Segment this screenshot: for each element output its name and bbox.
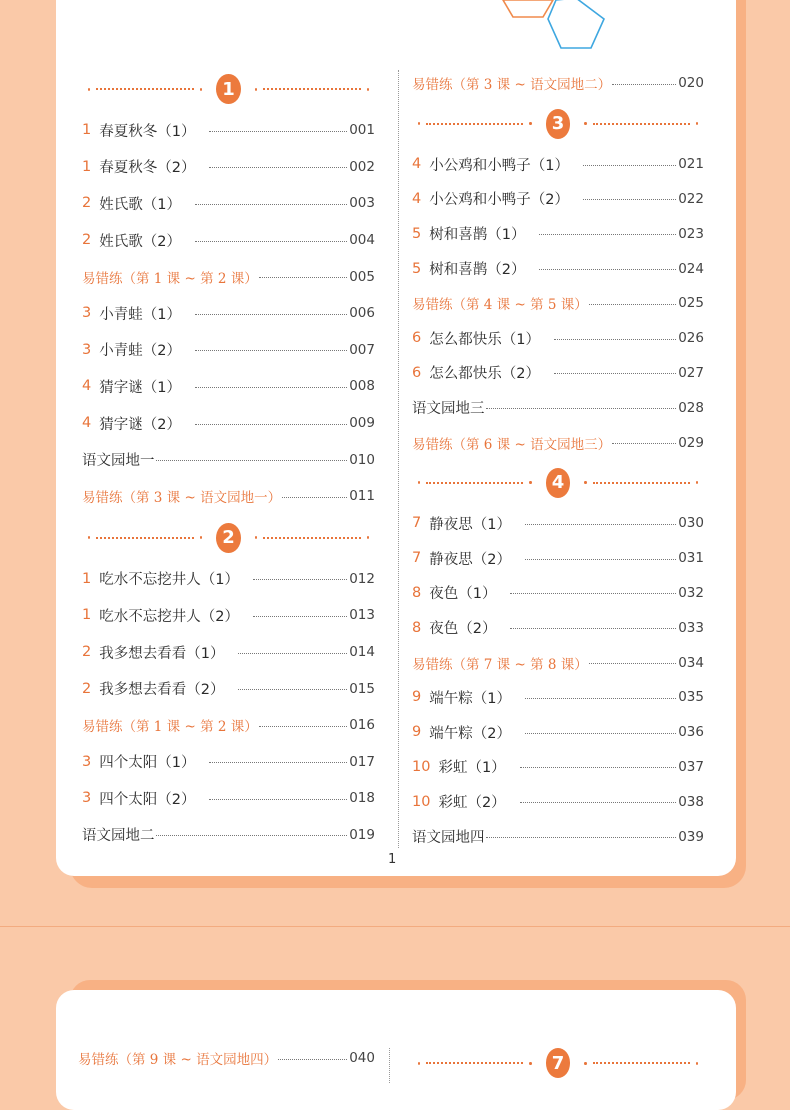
dot-leader bbox=[253, 616, 347, 617]
toc-entry[interactable] bbox=[412, 216, 704, 251]
dot-leader bbox=[259, 726, 347, 727]
column-divider bbox=[398, 70, 399, 848]
entry-page-number: 002 bbox=[349, 158, 375, 175]
dot-leader bbox=[156, 460, 348, 461]
unit-header bbox=[412, 1040, 704, 1086]
entry-title: 姓氏歌（2） bbox=[99, 233, 181, 250]
lesson-number: 1 bbox=[82, 158, 92, 175]
toc-entry[interactable] bbox=[412, 321, 704, 356]
entry-page-number: 001 bbox=[349, 122, 375, 139]
toc-entry[interactable] bbox=[82, 405, 375, 442]
entry-page-number: 028 bbox=[678, 399, 704, 416]
entry-page-number: 009 bbox=[349, 415, 375, 432]
entry-page-number: 020 bbox=[678, 75, 704, 92]
dot-leader bbox=[209, 167, 347, 168]
entry-title: 易错练（第 3 课 ~ 语文园地一） bbox=[82, 490, 282, 507]
entry-page-number: 034 bbox=[678, 654, 704, 671]
entry-title: 吃水不忘挖井人（1） bbox=[99, 572, 239, 589]
entry-page-number: 015 bbox=[349, 680, 375, 697]
lesson-number: 1 bbox=[82, 570, 92, 587]
entry-title: 春夏秋冬（2） bbox=[99, 160, 196, 177]
dot-leader bbox=[539, 234, 676, 235]
entry-page-number: 003 bbox=[349, 195, 375, 212]
unit-badge: 7 bbox=[546, 1048, 571, 1078]
toc-entry[interactable] bbox=[412, 680, 704, 715]
toc-left-column bbox=[82, 66, 375, 853]
lesson-number: 6 bbox=[412, 330, 422, 347]
entry-title: 树和喜鹊（2） bbox=[429, 262, 526, 279]
entry-page-number: 031 bbox=[678, 550, 704, 567]
toc-next-left-column bbox=[78, 1040, 375, 1077]
entry-title: 春夏秋冬（1） bbox=[99, 123, 196, 140]
entry-page-number: 040 bbox=[349, 1050, 375, 1067]
lesson-number: 3 bbox=[82, 753, 92, 770]
dot-leader bbox=[195, 424, 347, 425]
entry-title: 易错练（第 7 课 ~ 第 8 课） bbox=[412, 656, 588, 673]
dot-leader bbox=[520, 802, 677, 803]
dot-leader bbox=[612, 84, 676, 85]
entry-page-number: 004 bbox=[349, 232, 375, 249]
dot-leader bbox=[612, 443, 676, 444]
entry-page-number: 016 bbox=[349, 717, 375, 734]
entry-page-number: 023 bbox=[678, 225, 704, 242]
entry-page-number: 036 bbox=[678, 724, 704, 741]
unit-badge: 3 bbox=[546, 109, 571, 139]
lesson-number: 5 bbox=[412, 260, 422, 277]
entry-title: 静夜思（1） bbox=[429, 516, 511, 533]
lesson-number: 7 bbox=[412, 515, 422, 532]
lesson-number: 2 bbox=[82, 680, 92, 697]
toc-review-entry[interactable] bbox=[82, 707, 375, 744]
entry-page-number: 029 bbox=[678, 434, 704, 451]
page-number: 1 bbox=[388, 852, 397, 867]
entry-title: 语文园地二 bbox=[82, 828, 155, 845]
dot-leader bbox=[520, 767, 677, 768]
toc-entry[interactable] bbox=[412, 541, 704, 576]
toc-entry[interactable] bbox=[82, 561, 375, 598]
dot-leader bbox=[486, 837, 677, 838]
toc-entry[interactable] bbox=[82, 149, 375, 186]
entry-page-number: 017 bbox=[349, 753, 375, 770]
toc-entry[interactable] bbox=[82, 670, 375, 707]
lesson-number: 5 bbox=[412, 225, 422, 242]
unit-header bbox=[82, 515, 375, 561]
entry-title: 彩虹（2） bbox=[438, 795, 506, 812]
toc-entry[interactable] bbox=[412, 356, 704, 391]
entry-title: 语文园地三 bbox=[412, 401, 485, 418]
entry-title: 夜色（2） bbox=[429, 621, 497, 638]
unit-badge: 2 bbox=[216, 523, 241, 553]
entry-title: 端午粽（2） bbox=[429, 725, 511, 742]
dot-leader bbox=[195, 314, 347, 315]
entry-title: 易错练（第 3 课 ~ 语文园地二） bbox=[412, 77, 612, 94]
entry-page-number: 018 bbox=[349, 790, 375, 807]
entry-title: 语文园地四 bbox=[412, 830, 485, 847]
toc-entry[interactable] bbox=[412, 182, 704, 217]
lesson-number: 8 bbox=[412, 619, 422, 636]
entry-title: 夜色（1） bbox=[429, 586, 497, 603]
lesson-number: 3 bbox=[82, 341, 92, 358]
toc-entry[interactable] bbox=[82, 597, 375, 634]
entry-page-number: 030 bbox=[678, 515, 704, 532]
entry-page-number: 038 bbox=[678, 793, 704, 810]
entry-page-number: 012 bbox=[349, 570, 375, 587]
entry-page-number: 027 bbox=[678, 364, 704, 381]
dot-leader bbox=[253, 579, 347, 580]
entry-title: 怎么都快乐（1） bbox=[429, 331, 540, 348]
toc-next-right-column bbox=[412, 1040, 704, 1086]
dot-leader bbox=[539, 269, 676, 270]
entry-title: 吃水不忘挖井人（2） bbox=[99, 608, 239, 625]
entry-page-number: 006 bbox=[349, 305, 375, 322]
lesson-number: 9 bbox=[412, 689, 422, 706]
entry-title: 易错练（第 6 课 ~ 语文园地三） bbox=[412, 436, 612, 453]
dot-leader bbox=[525, 733, 676, 734]
entry-page-number: 032 bbox=[678, 584, 704, 601]
dot-leader bbox=[156, 835, 348, 836]
dot-leader bbox=[195, 241, 347, 242]
entry-page-number: 024 bbox=[678, 260, 704, 277]
toc-entry[interactable] bbox=[412, 784, 704, 819]
hexagon-decoration-icon bbox=[495, 0, 615, 52]
toc-entry[interactable] bbox=[82, 368, 375, 405]
entry-page-number: 007 bbox=[349, 341, 375, 358]
lesson-number: 2 bbox=[82, 232, 92, 249]
entry-page-number: 010 bbox=[349, 451, 375, 468]
toc-entry[interactable] bbox=[412, 750, 704, 785]
toc-review-entry[interactable] bbox=[412, 645, 704, 680]
unit-badge: 4 bbox=[546, 468, 571, 498]
entry-title: 易错练（第 4 课 ~ 第 5 课） bbox=[412, 297, 588, 314]
lesson-number: 6 bbox=[412, 364, 422, 381]
toc-entry[interactable] bbox=[412, 147, 704, 182]
dot-leader bbox=[583, 165, 676, 166]
entry-page-number: 013 bbox=[349, 607, 375, 624]
dot-leader bbox=[589, 304, 676, 305]
dot-leader bbox=[583, 199, 676, 200]
toc-entry[interactable] bbox=[82, 780, 375, 817]
unit-header bbox=[412, 460, 704, 506]
entry-title: 我多想去看看（2） bbox=[99, 682, 225, 699]
toc-review-entry[interactable] bbox=[412, 286, 704, 321]
lesson-number: 7 bbox=[412, 550, 422, 567]
toc-entry[interactable] bbox=[82, 332, 375, 369]
entry-page-number: 021 bbox=[678, 156, 704, 173]
toc-entry[interactable] bbox=[412, 715, 704, 750]
entry-page-number: 005 bbox=[349, 268, 375, 285]
toc-entry[interactable] bbox=[412, 251, 704, 286]
entry-title: 四个太阳（1） bbox=[99, 755, 196, 772]
entry-title: 易错练（第 1 课 ~ 第 2 课） bbox=[82, 270, 258, 287]
page-separator bbox=[0, 926, 790, 927]
toc-entry[interactable] bbox=[412, 506, 704, 541]
lesson-number: 8 bbox=[412, 584, 422, 601]
toc-review-entry[interactable] bbox=[82, 258, 375, 295]
entry-page-number: 037 bbox=[678, 758, 704, 775]
lesson-number: 4 bbox=[82, 378, 92, 395]
toc-review-entry[interactable] bbox=[412, 425, 704, 460]
toc-entry[interactable] bbox=[82, 222, 375, 259]
toc-right-column bbox=[412, 66, 704, 854]
unit-header bbox=[412, 101, 704, 147]
dot-leader bbox=[195, 204, 347, 205]
entry-page-number: 026 bbox=[678, 330, 704, 347]
dot-leader bbox=[209, 131, 347, 132]
entry-title: 易错练（第 9 课 ~ 语文园地四） bbox=[78, 1052, 278, 1069]
entry-title: 彩虹（1） bbox=[438, 760, 506, 777]
dot-leader bbox=[278, 1059, 347, 1060]
lesson-number: 3 bbox=[82, 305, 92, 322]
lesson-number: 3 bbox=[82, 790, 92, 807]
toc-entry[interactable] bbox=[412, 390, 704, 425]
toc-entry[interactable] bbox=[82, 295, 375, 332]
dot-leader bbox=[589, 663, 676, 664]
entry-title: 四个太阳（2） bbox=[99, 791, 196, 808]
dot-leader bbox=[525, 559, 676, 560]
entry-page-number: 033 bbox=[678, 619, 704, 636]
entry-page-number: 025 bbox=[678, 295, 704, 312]
entry-title: 小青蛙（2） bbox=[99, 343, 181, 360]
dot-leader bbox=[209, 762, 347, 763]
toc-review-entry[interactable] bbox=[412, 66, 704, 101]
entry-title: 小公鸡和小鸭子（1） bbox=[429, 157, 569, 174]
entry-title: 猜字谜（1） bbox=[99, 379, 181, 396]
toc-entry[interactable] bbox=[412, 576, 704, 611]
entry-title: 我多想去看看（1） bbox=[99, 645, 225, 662]
lesson-number: 9 bbox=[412, 724, 422, 741]
dot-leader bbox=[259, 277, 347, 278]
entry-title: 语文园地一 bbox=[82, 453, 155, 470]
lesson-number: 1 bbox=[82, 607, 92, 624]
dot-leader bbox=[554, 339, 676, 340]
lesson-number: 10 bbox=[412, 758, 431, 775]
toc-entry[interactable] bbox=[82, 744, 375, 781]
toc-entry[interactable] bbox=[412, 610, 704, 645]
dot-leader bbox=[282, 497, 347, 498]
dot-leader bbox=[486, 408, 677, 409]
entry-page-number: 019 bbox=[349, 826, 375, 843]
entry-page-number: 011 bbox=[349, 488, 375, 505]
toc-entry[interactable] bbox=[412, 819, 704, 854]
entry-title: 小青蛙（1） bbox=[99, 306, 181, 323]
toc-review-entry[interactable] bbox=[78, 1040, 375, 1077]
entry-page-number: 014 bbox=[349, 644, 375, 661]
entry-title: 静夜思（2） bbox=[429, 551, 511, 568]
dot-leader bbox=[195, 350, 347, 351]
entry-title: 小公鸡和小鸭子（2） bbox=[429, 192, 569, 209]
unit-header bbox=[82, 66, 375, 112]
lesson-number: 4 bbox=[412, 190, 422, 207]
toc-entry[interactable] bbox=[82, 112, 375, 149]
dot-leader bbox=[525, 524, 676, 525]
toc-entry[interactable] bbox=[82, 441, 375, 478]
dot-leader bbox=[209, 799, 347, 800]
column-divider bbox=[389, 1048, 390, 1083]
toc-entry[interactable] bbox=[82, 817, 375, 854]
lesson-number: 1 bbox=[82, 122, 92, 139]
entry-title: 易错练（第 1 课 ~ 第 2 课） bbox=[82, 719, 258, 736]
entry-page-number: 022 bbox=[678, 190, 704, 207]
entry-title: 树和喜鹊（1） bbox=[429, 227, 526, 244]
entry-page-number: 035 bbox=[678, 689, 704, 706]
lesson-number: 4 bbox=[412, 156, 422, 173]
lesson-number: 2 bbox=[82, 644, 92, 661]
lesson-number: 2 bbox=[82, 195, 92, 212]
entry-page-number: 039 bbox=[678, 828, 704, 845]
toc-review-entry[interactable] bbox=[82, 478, 375, 515]
toc-entry[interactable] bbox=[82, 185, 375, 222]
lesson-number: 4 bbox=[82, 415, 92, 432]
toc-entry[interactable] bbox=[82, 634, 375, 671]
entry-page-number: 008 bbox=[349, 378, 375, 395]
entry-title: 怎么都快乐（2） bbox=[429, 366, 540, 383]
dot-leader bbox=[195, 387, 347, 388]
dot-leader bbox=[238, 689, 347, 690]
entry-title: 姓氏歌（1） bbox=[99, 196, 181, 213]
lesson-number: 10 bbox=[412, 793, 431, 810]
entry-title: 端午粽（1） bbox=[429, 690, 511, 707]
dot-leader bbox=[238, 653, 347, 654]
dot-leader bbox=[510, 628, 676, 629]
unit-badge: 1 bbox=[216, 74, 241, 104]
dot-leader bbox=[525, 698, 676, 699]
entry-title: 猜字谜（2） bbox=[99, 416, 181, 433]
dot-leader bbox=[554, 373, 676, 374]
dot-leader bbox=[510, 593, 676, 594]
